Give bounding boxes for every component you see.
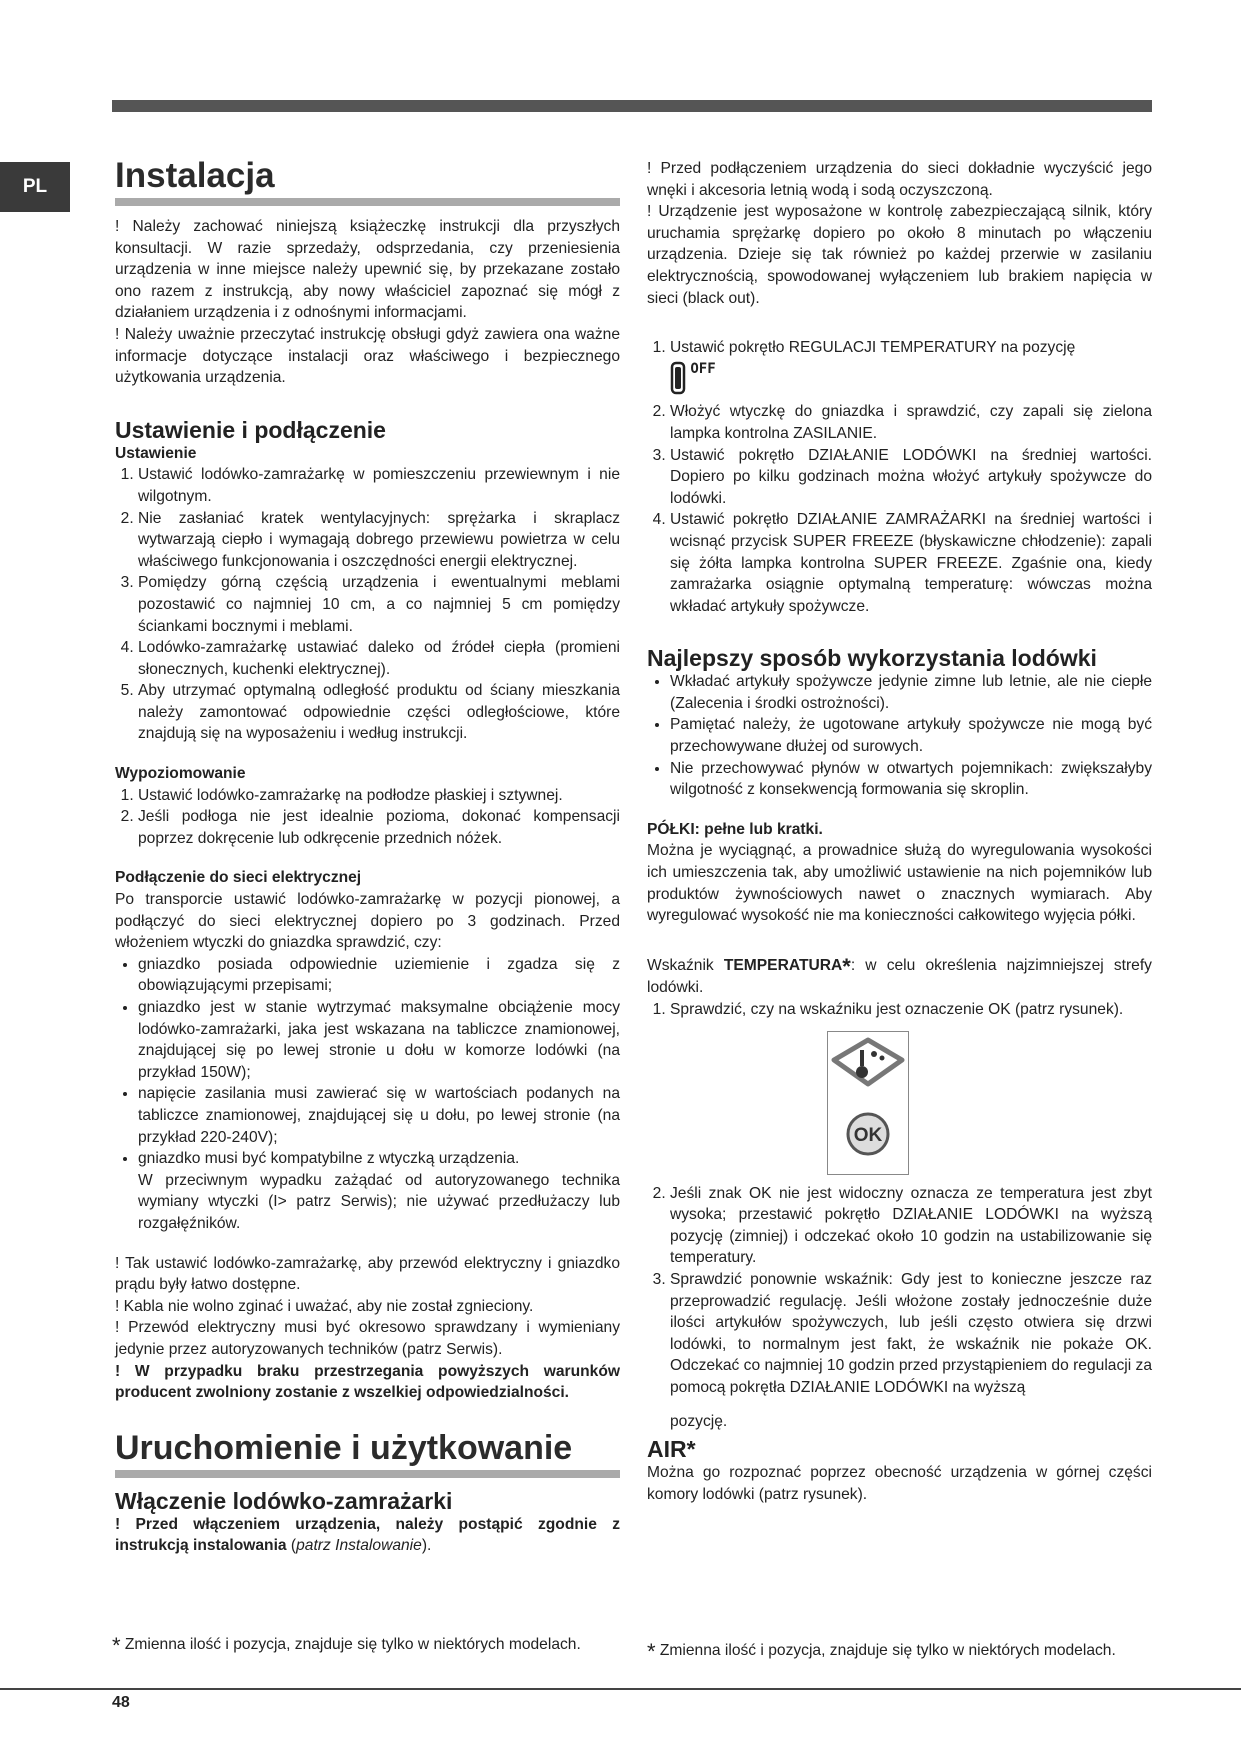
footnote-right [647, 1640, 1127, 1662]
list-item: 3. Pomiędzy górną częścią urządzenia i ewentualnymi meblami pozostawić co najmniej 10 cm, a co najmniej 5 cm pomiędzy ściankami bocznymi i meblami. [138, 572, 620, 637]
heading-best-use: Najlepszy sposób wykorzystania lodówki [647, 645, 1097, 672]
list-item: 2. Jeśli znak OK nie jest widoczny oznacza ze temperatura jest zbyt wysoka; przestawić pokrętło DZIAŁANIE LODÓWKI na wyższą pozycję (zimniej) i odczekać około 10 godzin na ustabilizowanie się temperatury. [670, 1183, 1152, 1269]
list-item: • Nie przechowywać płynów w otwartych pojemnikach: zwiększałyby wilgotność z konsekwencją formowania się skroplin. [670, 758, 1152, 801]
list-item [670, 337, 1152, 401]
list-item: 1. Sprawdzić, czy na wskaźniku jest oznaczenie OK (patrz rysunek). [670, 999, 1152, 1021]
heading-air: AIR* [647, 1436, 696, 1463]
footnote-star: * [647, 1639, 656, 1664]
heading-electric: Podłączenie do sieci elektrycznej [115, 869, 362, 887]
list-item: 1. Ustawić lodówko-zamrażarkę na podłodze płaskiej i sztywnej. [138, 785, 620, 807]
footnote-text: Zmienna ilość i pozycja, znajduje się tylko w niektórych modelach. [659, 1642, 1116, 1659]
list-item: 2. Jeśli podłoga nie jest idealnie pozioma, dokonać kompensacji poprzez dokręcenie lub odkręcenie przednich nóżek. [138, 806, 620, 849]
temp-post: : w celu określenia najzimniejszej strefy lodówki. [647, 956, 1152, 997]
heading-leveling: Wypoziomowanie [115, 765, 246, 783]
thermometer-icon [828, 1032, 908, 1174]
heading-switch-on: Włączenie lodówko-zamrażarki [115, 1487, 453, 1514]
footnote-star: * [112, 1633, 121, 1658]
list-item: • gniazdko musi być kompatybilne z wtyczką urządzenia. [138, 1148, 620, 1170]
right-column [647, 158, 1152, 1505]
list-item: • Wkładać artykuły spożywcze jedynie zimne lub letnie, ale nie ciepłe (Zalecenia i środki ostrożności). [670, 671, 1152, 714]
electric-list [115, 954, 620, 1170]
warning: ! Przewód elektryczny musi być okresowo sprawdzany i wymieniany jedynie przez autoryzowanych techników (patrz Serwis). [115, 1319, 620, 1358]
list-item: 4. Ustawić pokrętło DZIAŁANIE ZAMRAŻARKI na średniej wartości i wcisnąć przycisk SUPER FREEZE (błyskawiczne chłodzenie): zapali się żółta lampka kontrolna SUPER FREEZE. Zgaśnie ona, kiedy zamrażarka osiągnie optymalną temperaturę: wówczas można wkładać artykuły spożywcze. [670, 509, 1152, 617]
off-label: OFF [690, 360, 716, 377]
temperature-steps [647, 999, 1152, 1021]
bottom-rule [0, 1688, 1241, 1690]
list-item: • gniazdko jest w stanie wytrzymać maksymalne obciążenie mocy lodówko-zamrażarki, jaka jest wskazana na tabliczce znamionowej, znajdującej się po lewej stronie u dołu w komorze lodówki (na przykład 150W); [138, 997, 620, 1083]
heading-placement: Ustawienie [115, 444, 197, 462]
list-item: 1. Ustawić lodówko-zamrażarkę w pomieszczeniu przewiewnym i nie wilgotnym. [138, 464, 620, 507]
warning: ! Tak ustawić lodówko-zamrażarkę, aby przewód elektryczny i gniazdko prądu były łatwo dostępne. [115, 1254, 620, 1294]
paragraph: W przeciwnym wypadku zażądać od autoryzowanego technika wymiany wtyczki (I> patrz Serwis); nie używać przedłużaczy lub rozgałęźników. [138, 1171, 620, 1232]
temp-pre: Wskaźnik [647, 956, 724, 974]
temperature-indicator-figure [827, 1031, 909, 1175]
off-position-icon [670, 361, 686, 402]
list-item: 5. Aby utrzymać optymalną odległość produktu od ściany mieszkania należy zamontować odpowiednie części odległościowe, które znajdują się na wyposażeniu i według instrukcji. [138, 680, 620, 745]
paragraph: pozycję. [670, 1412, 728, 1430]
placement-list [115, 464, 620, 745]
temperature-steps-continued [647, 1183, 1152, 1399]
list-item: • napięcie zasilania musi zawierać się w wartościach podanych na tabliczce znamionowej, znajdującej się u dołu, po lewej stronie (na przykład 220-240V); [138, 1083, 620, 1148]
heading-installation: Instalacja [115, 156, 620, 206]
switchon-italic: patrz Instalowanie [296, 1537, 422, 1555]
paragraph [647, 955, 1152, 999]
paragraph: ! Przed podłączeniem urządzenia do sieci dokładnie wyczyścić jego wnęki i akcesoria letnią wodą i sodą oczyszczoną. [647, 160, 1152, 199]
paragraph [115, 1514, 620, 1557]
top-rule [112, 100, 1152, 112]
paragraph: Można go rozpoznać poprzez obecność urządzenia w górnej części komory lodówki (patrz rysunek). [647, 1464, 1152, 1503]
step-text: Ustawić pokrętło REGULACJI TEMPERATURY na pozycję [670, 339, 1076, 357]
paragraph: Można je wyciągnąć, a prowadnice służą do wyregulowania wysokości ich umieszczenia tak, aby umożliwić ustawienie na nich pojemników lub produktów żywnościowych nawet o znacznych wymiarach. Aby wyregulować wysokość nie ma konieczności całkowitego wyjęcia półki. [647, 842, 1152, 925]
warning: ! Kabla nie wolno zginać i uważać, aby nie został zgnieciony. [115, 1297, 534, 1315]
list-item: 2. Włożyć wtyczkę do gniazdka i sprawdzić, czy zapali się zielona lampka kontrolna ZASILANIE. [670, 401, 1152, 444]
paragraph: ! Urządzenie jest wyposażone w kontrolę zabezpieczającą silnik, który uruchamia sprężarkę dopiero po około 8 minutach po włączeniu urządzenia. Dzieje się tak również po każdej przerwie w zasilaniu elektrycznością, spowodowanej wyłączeniem lub brakiem napięcia w sieci (black out). [647, 203, 1152, 307]
heading-setup: Ustawienie i podłączenie [115, 416, 386, 443]
list-item: 3. Ustawić pokrętło DZIAŁANIE LODÓWKI na średniej wartości. Dopiero po kilku godzinach można włożyć artykuły spożywcze do lodówki. [670, 445, 1152, 510]
language-tab: PL [0, 162, 70, 212]
switchon-open: ( [286, 1537, 297, 1555]
list-item: 4. Lodówko-zamrażarkę ustawiać daleko od źródeł ciepła (promieni słonecznych, kuchenki elektrycznej). [138, 637, 620, 680]
temp-star: * [842, 953, 851, 979]
list-item: 2. Nie zasłaniać kratek wentylacyjnych: sprężarka i skraplacz wytwarzają ciepło i wymagają dobrego przewiewu powietrza w celu właściwego funkcjonowania i oszczędności energii elektrycznej. [138, 508, 620, 573]
paragraph: Po transporcie ustawić lodówko-zamrażarkę w pozycji pionowej, a podłączyć do sieci elektrycznej dopiero po 3 godzinach. Przed włożeniem wtyczki do gniazdka sprawdzić, czy: [115, 891, 620, 952]
heading-shelves: PÓŁKI: pełne lub kratki. [647, 820, 823, 838]
switchon-close: ). [421, 1537, 432, 1555]
footnote-text: Zmienna ilość i pozycja, znajduje się tylko w niektórych modelach. [124, 1636, 581, 1653]
leveling-list [115, 785, 620, 850]
switchon-bold: ! Przed włączeniem urządzenia, należy postąpić zgodnie z instrukcją instalowania [115, 1515, 620, 1555]
list-item: 3. Sprawdzić ponownie wskaźnik: Gdy jest to konieczne jeszcze raz przeprowadzić regulację. Jeśli włożone zostały jednocześnie duże ilości artykułów spożywczych, lub jeśli często otwiera się drzwi lodówki, to normalnym jest fakt, że wskaźnik nie pokaże OK. Odczekać co najmniej 10 godzin przed przystąpieniem do regulacji za pomocą pokrętła DZIAŁANIE LODÓWKI na wyższą [670, 1269, 1152, 1399]
heading-start-use: Uruchomienie i użytkowanie [115, 1428, 620, 1478]
list-item: • gniazdko posiada odpowiednie uziemienie i zgadza się z obowiązującymi przepisami; [138, 954, 620, 997]
best-use-list [647, 671, 1152, 801]
left-column [115, 150, 620, 1557]
startup-steps [647, 337, 1152, 617]
footnote-left [112, 1634, 592, 1656]
paragraph: ! Należy zachować niniejszą książeczkę instrukcji dla przyszłych konsultacji. W razie sprzedaży, odsprzedania, czy przeniesienia urządzenia w inne miejsce należy upewnić się, by przekazane zostało ono razem z instrukcją, aby nowy właściciel zapoznać się mógł z działaniem urządzenia i z odnośnymi informacjami. [115, 218, 620, 322]
temp-bold: TEMPERATURA [723, 956, 843, 974]
page-number: 48 [112, 1694, 130, 1711]
warning-bold: ! W przypadku braku przestrzegania powyższych warunków producent zwolniony zostanie z wszelkiej odpowiedzialności. [115, 1362, 620, 1402]
list-item: • Pamiętać należy, że ugotowane artykuły spożywcze nie mogą być przechowywane dłużej od surowych. [670, 714, 1152, 757]
ok-label: OK [853, 1124, 883, 1146]
paragraph: ! Należy uważnie przeczytać instrukcję obsługi gdyż zawiera ona ważne informacje dotyczące instalacji oraz właściwego i bezpiecznego użytkowania urządzenia. [115, 325, 620, 387]
